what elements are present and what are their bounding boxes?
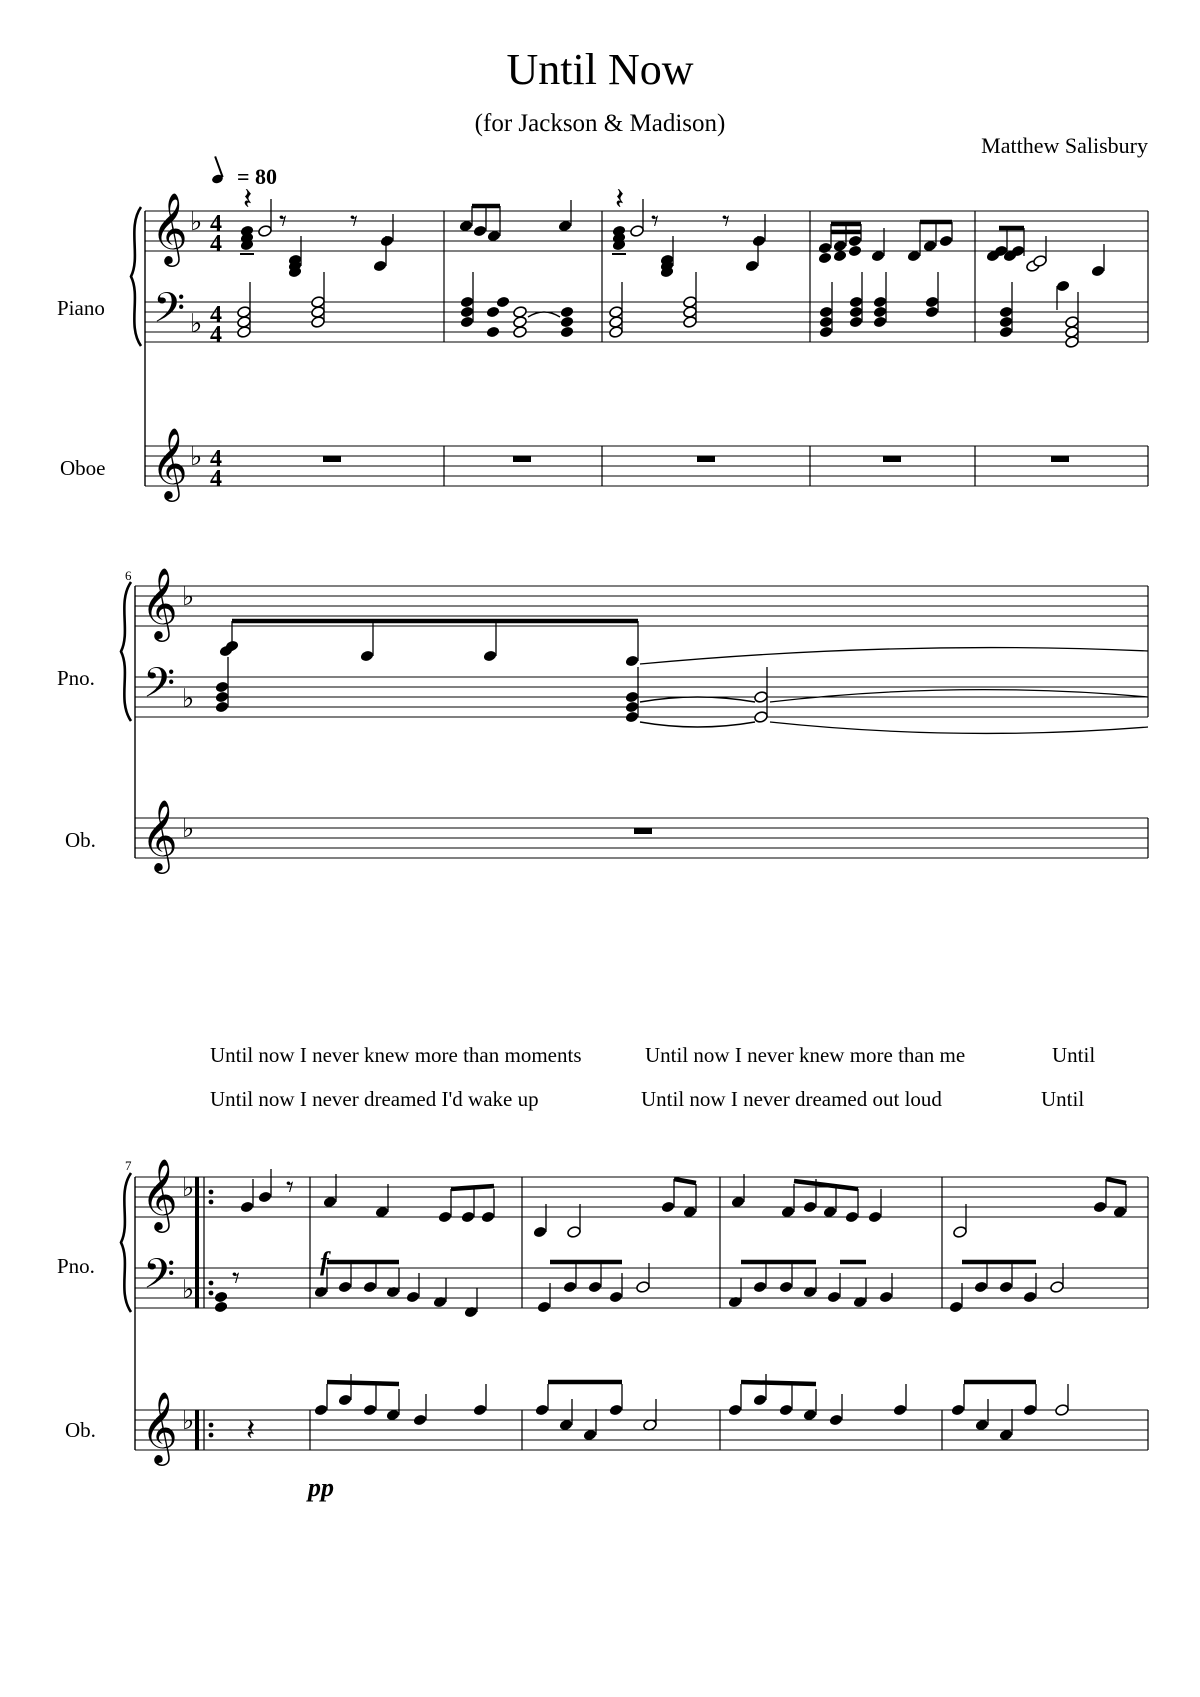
eighth-rest-icon: 𝄾 (350, 205, 358, 238)
score-subtitle: (for Jackson & Madison) (474, 110, 726, 137)
eighth-rest-icon: 𝄾 (722, 205, 730, 238)
flat-key-signature-icon: ♭ (182, 684, 195, 713)
bass-line-notehead (1023, 1291, 1038, 1304)
bass-chord-notehead (999, 326, 1014, 339)
notehead (483, 650, 498, 663)
notehead (848, 245, 863, 258)
bass-chord-notehead (1065, 316, 1080, 329)
bass-line-notehead (1050, 1281, 1065, 1294)
bass-chord-notehead (215, 701, 230, 714)
bass-chord-notehead (683, 296, 698, 309)
repeat-dot (209, 1281, 214, 1286)
bass-chord-notehead (486, 326, 501, 339)
flat-key-signature-icon: ♭ (182, 582, 195, 611)
treble-clef-icon: 𝄞 (141, 570, 178, 638)
bass-chord-notehead (486, 306, 501, 319)
note-beam (674, 1179, 696, 1183)
oboe-notehead (728, 1404, 743, 1417)
half-notehead (630, 225, 645, 238)
bass-line-notehead (563, 1281, 578, 1294)
oboe-notehead (1055, 1404, 1070, 1417)
note-beam (327, 1382, 399, 1384)
note-beam (741, 1382, 816, 1384)
bass-chord-notehead (609, 306, 624, 319)
notehead (473, 225, 488, 238)
bass-line-notehead (827, 1291, 842, 1304)
treble-clef-icon: 𝄞 (141, 1394, 178, 1462)
quarter-rest-icon: 𝄽 (243, 183, 253, 216)
repeat-dot (209, 1291, 214, 1296)
flat-key-signature-icon: ♭ (182, 1275, 195, 1304)
time-signature-lower: 4 (210, 231, 222, 257)
notehead (745, 260, 760, 273)
oboe-notehead (893, 1404, 908, 1417)
melody-notehead (868, 1211, 883, 1224)
bass-line-notehead (803, 1286, 818, 1299)
bass-chord-notehead (560, 306, 575, 319)
bass-chord-notehead (560, 326, 575, 339)
bass-clef-icon: 𝄢 (143, 660, 176, 716)
bass-chord-notehead (311, 296, 326, 309)
melody-notehead (803, 1201, 818, 1214)
whole-rest-icon (1051, 456, 1069, 462)
notehead (752, 235, 767, 248)
bass-line-notehead (728, 1296, 743, 1309)
system2-oboe-label: Ob. (65, 828, 96, 852)
system3-oboe-dynamic: pp (308, 1473, 334, 1502)
system1-piano-treble-staff (145, 211, 1148, 251)
bass-chord-notehead (460, 296, 475, 309)
whole-rest-icon (697, 456, 715, 462)
bass-chord-notehead (849, 316, 864, 329)
treble-clef-icon: 𝄞 (151, 430, 188, 498)
bass-chord-notehead (873, 296, 888, 309)
system2-measure-number: 6 (125, 568, 132, 583)
notehead (818, 242, 833, 255)
eighth-rest-icon: 𝄾 (279, 205, 287, 238)
notehead (380, 235, 395, 248)
notehead (360, 650, 375, 663)
notehead (1091, 265, 1106, 278)
notehead (848, 235, 863, 248)
system3-measure-number: 7 (125, 1158, 132, 1173)
time-signature-lower: 4 (210, 322, 222, 348)
bass-chord-notehead (214, 1301, 229, 1314)
lyric-verse2-phrase1: Until now I never dreamed I'd wake up (210, 1087, 539, 1111)
notehead (625, 655, 640, 668)
oboe-notehead (609, 1404, 624, 1417)
melody-notehead (481, 1211, 496, 1224)
quarter-rest-icon: 𝄽 (615, 183, 625, 216)
bass-chord-notehead (237, 306, 252, 319)
bass-chord-notehead (925, 296, 940, 309)
system3-piano-label: Pno. (57, 1254, 95, 1278)
oboe-notehead (314, 1404, 329, 1417)
bass-chord-notehead (560, 316, 575, 329)
melody-notehead (258, 1191, 273, 1204)
tie-curve (640, 697, 755, 702)
bass-chord-notehead (999, 316, 1014, 329)
system3-piano-dynamic: f (320, 1247, 329, 1276)
oboe-notehead (779, 1404, 794, 1417)
bass-clef-icon: 𝄢 (143, 1251, 176, 1307)
tempo-value: = 80 (237, 164, 278, 189)
bass-line-notehead (609, 1291, 624, 1304)
system2-piano-bass-staff (135, 677, 1148, 717)
time-signature-upper: 4 (210, 446, 222, 472)
bass-chord-notehead (819, 306, 834, 319)
bass-line-notehead (464, 1306, 479, 1319)
bass-chord-notehead (925, 306, 940, 319)
melody-notehead (240, 1201, 255, 1214)
bass-chord-notehead (819, 326, 834, 339)
melody-notehead (1093, 1201, 1108, 1214)
bass-chord-notehead (625, 711, 640, 724)
flat-key-signature-icon: ♭ (190, 309, 203, 338)
notehead (939, 235, 954, 248)
notehead (373, 260, 388, 273)
bass-line-notehead (314, 1286, 329, 1299)
system1-piano-bass-staff (145, 302, 1148, 342)
notehead (818, 252, 833, 265)
bass-line-notehead (779, 1281, 794, 1294)
oboe-notehead (829, 1414, 844, 1427)
notehead (496, 296, 511, 309)
melody-notehead (533, 1226, 548, 1239)
whole-rest-icon (323, 456, 341, 462)
tie-curve (770, 690, 1148, 702)
whole-rest-icon (883, 456, 901, 462)
system3-oboe-staff (135, 1410, 1148, 1450)
piano-brace-icon (131, 207, 141, 346)
flat-key-signature-icon: ♭ (182, 1406, 195, 1435)
piano-brace-icon (121, 582, 131, 721)
eighth-rest-icon: 𝄾 (286, 1171, 294, 1204)
bass-line-notehead (588, 1281, 603, 1294)
oboe-notehead (753, 1394, 768, 1407)
bass-line-notehead (537, 1301, 552, 1314)
lyric-verse2-phrase3: Until (1041, 1087, 1085, 1111)
system3-oboe-label: Ob. (65, 1418, 96, 1442)
bass-chord-notehead (460, 316, 475, 329)
bass-line-notehead (386, 1286, 401, 1299)
whole-rest-icon (634, 828, 652, 834)
notehead (1056, 280, 1071, 293)
bass-chord-notehead (754, 711, 769, 724)
bass-chord-notehead (214, 1291, 229, 1304)
tie-curve (640, 722, 755, 727)
oboe-notehead (473, 1404, 488, 1417)
melody-notehead (461, 1211, 476, 1224)
piano-brace-icon (121, 1173, 131, 1312)
oboe-notehead (338, 1394, 353, 1407)
bass-line-notehead (433, 1296, 448, 1309)
system2-piano-label: Pno. (57, 666, 95, 690)
oboe-notehead (1023, 1404, 1038, 1417)
bass-line-notehead (363, 1281, 378, 1294)
melody-notehead (953, 1226, 968, 1239)
bass-chord-notehead (215, 681, 230, 694)
repeat-dot (209, 1423, 214, 1428)
bass-line-notehead (974, 1281, 989, 1294)
treble-clef-icon: 𝄞 (141, 802, 178, 870)
bass-line-notehead (406, 1291, 421, 1304)
note-beam (451, 1186, 494, 1189)
tie-curve (528, 312, 560, 317)
flat-key-signature-icon: ♭ (182, 1173, 195, 1202)
repeat-dot (209, 1433, 214, 1438)
eighth-rest-icon: 𝄾 (232, 1262, 240, 1295)
quarter-rest-icon: 𝄽 (246, 1414, 256, 1447)
system1-piano-label: Piano (57, 296, 105, 320)
system1-oboe-label: Oboe (60, 456, 106, 480)
time-signature-lower: 4 (210, 466, 222, 492)
lyric-verse1-phrase2: Until now I never knew more than me (645, 1043, 966, 1067)
slur-curve (640, 648, 1148, 664)
oboe-notehead (535, 1404, 550, 1417)
treble-clef-icon: 𝄞 (141, 1161, 178, 1229)
bass-line-notehead (853, 1296, 868, 1309)
treble-clef-icon: 𝄞 (151, 195, 188, 263)
oboe-notehead (951, 1404, 966, 1417)
repeat-dot (209, 1190, 214, 1195)
flat-key-signature-icon: ♭ (190, 207, 203, 236)
lyric-verse2-phrase2: Until now I never dreamed out loud (641, 1087, 942, 1111)
bass-chord-notehead (513, 306, 528, 319)
flat-key-signature-icon: ♭ (190, 442, 203, 471)
bass-chord-notehead (625, 691, 640, 704)
bass-chord-notehead (754, 691, 769, 704)
bass-chord-notehead (873, 316, 888, 329)
bass-line-notehead (999, 1281, 1014, 1294)
lyric-verse1-phrase1: Until now I never knew more than moments (210, 1043, 582, 1067)
bass-chord-notehead (625, 701, 640, 714)
time-signature-upper: 4 (210, 211, 222, 237)
bass-chord-notehead (460, 306, 475, 319)
oboe-notehead (413, 1414, 428, 1427)
bass-line-notehead (753, 1281, 768, 1294)
bass-chord-notehead (819, 316, 834, 329)
composer-name: Matthew Salisbury (981, 133, 1148, 158)
bass-chord-notehead (999, 306, 1014, 319)
eighth-rest-icon: 𝄾 (651, 205, 659, 238)
melody-notehead (438, 1211, 453, 1224)
bass-line-notehead (338, 1281, 353, 1294)
system2-oboe-staff (135, 818, 1148, 858)
repeat-dot (209, 1200, 214, 1205)
bass-chord-notehead (873, 306, 888, 319)
bass-clef-icon: 𝄢 (153, 285, 186, 341)
oboe-notehead (363, 1404, 378, 1417)
lyric-verse1-phrase3: Until (1052, 1043, 1096, 1067)
half-notehead (258, 225, 273, 238)
flat-key-signature-icon: ♭ (182, 814, 195, 843)
score-title: Until Now (506, 45, 694, 94)
whole-rest-icon (513, 456, 531, 462)
bass-line-notehead (879, 1291, 894, 1304)
time-signature-upper: 4 (210, 302, 222, 328)
bass-line-notehead (636, 1281, 651, 1294)
melody-notehead (567, 1226, 582, 1239)
melody-notehead (661, 1201, 676, 1214)
melody-notehead (845, 1211, 860, 1224)
note-beam (1106, 1179, 1126, 1183)
bass-chord-notehead (849, 306, 864, 319)
bass-line-notehead (949, 1301, 964, 1314)
system1-oboe-staff (145, 446, 1148, 486)
bass-chord-notehead (215, 691, 230, 704)
note-beam (794, 1181, 858, 1189)
bass-chord-notehead (849, 296, 864, 309)
tie-curve (770, 722, 1148, 733)
